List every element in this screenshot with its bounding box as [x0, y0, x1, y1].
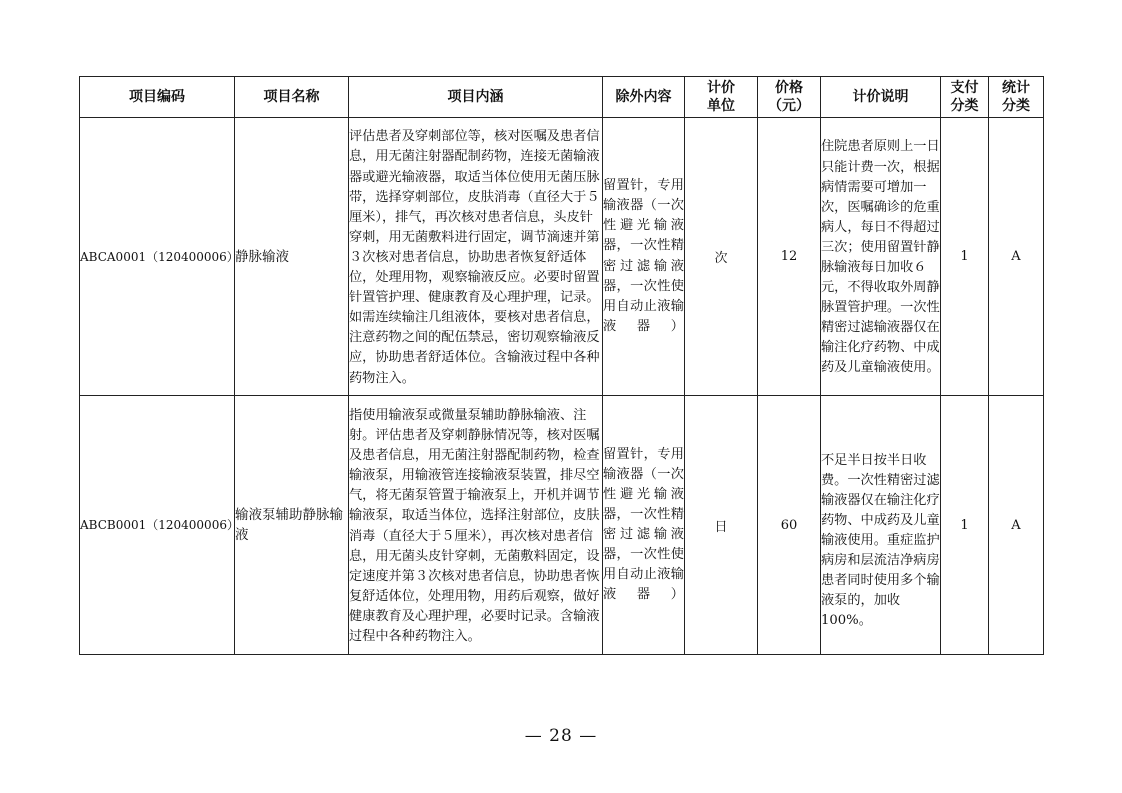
- header-pay-line2: 分类: [950, 98, 979, 114]
- table-row: [80, 118, 1044, 396]
- cell-name: 输液泵辅助静脉输液: [235, 396, 349, 655]
- header-pay-line1: 支付: [950, 80, 979, 96]
- fee-schedule-table: [79, 76, 1044, 655]
- header-stat-line2: 分类: [1002, 98, 1030, 114]
- cell-price: 12: [758, 118, 821, 396]
- cell-description-text: 不足半日按半日收费。一次性精密过滤输液器仅在输注化疗药物、中成药及儿童输液使用。重症监护病房和层流洁净病房患者同时使用多个输液泵的，加收100%。: [821, 452, 940, 629]
- header-price-line2: （元）: [768, 98, 810, 114]
- header-stat-line1: 统计: [1002, 80, 1030, 96]
- header-content: 项目内涵: [349, 77, 603, 118]
- header-row: [80, 77, 1044, 118]
- cell-stat: A: [989, 118, 1044, 396]
- page-number: — 28 —: [524, 726, 598, 746]
- cell-unit: 日: [685, 396, 758, 655]
- header-unit: [685, 77, 758, 118]
- cell-pay: 1: [941, 396, 989, 655]
- cell-pay: 1: [941, 118, 989, 396]
- header-price-line1: 价格: [775, 80, 803, 96]
- header-stat: [989, 77, 1044, 118]
- header-price: [758, 77, 821, 118]
- header-unit-line2: 单位: [707, 98, 735, 114]
- cell-stat: A: [989, 396, 1044, 655]
- cell-exclusion: 留置针，专用输液器（一次性避光输液器，一次性精密过滤输液器，一次性使用自动止液输液器）: [603, 118, 685, 396]
- cell-description-text: 住院患者原则上一日只能计费一次，根据病情需要可增加一次，医嘱确诊的危重病人，每日不得超过三次；使用留置针静脉输液每日加收６元，不得收取外周静脉置管护理。一次性精密过滤输液器仅在输注化疗药物、中成药及儿童输液使用。: [821, 139, 940, 376]
- header-code: 项目编码: [80, 77, 235, 118]
- header-unit-line1: 计价: [707, 80, 735, 96]
- cell-exclusion: 留置针，专用输液器（一次性避光输液器，一次性精密过滤输液器，一次性使用自动止液输液器）: [603, 396, 685, 655]
- cell-code: ABCA0001（120400006）: [80, 118, 235, 396]
- cell-content-text: 评估患者及穿刺部位等，核对医嘱及患者信息，用无菌注射器配制药物，连接无菌输液器或避光输液器，取适当体位使用无菌压脉带，选择穿刺部位，皮肤消毒（直径大于５厘米），排气，再次核对患者信息，头皮针穿刺，用无菌敷料进行固定，调节滴速并第３次核对患者信息，协助患者恢复舒适体位，处理用物，观察输液反应。必要时留置针置管护理、健康教育及心理护理，记录。如需连续输注几组液体，要核对患者信息，注意药物之间的配伍禁忌，密切观察输液反应，协助患者舒适体位。含输液过程中各种药物注入。: [349, 129, 600, 386]
- cell-unit: 次: [685, 118, 758, 396]
- header-exclusion: 除外内容: [603, 77, 685, 118]
- cell-content: [349, 118, 603, 396]
- header-description: 计价说明: [821, 77, 941, 118]
- cell-content: [349, 396, 603, 655]
- cell-content-text: 指使用输液泵或微量泵辅助静脉输液、注射。评估患者及穿刺静脉情况等，核对医嘱及患者信息，用无菌注射器配制药物，检查输液泵，用输液管连接输液泵装置，排尽空气，将无菌泵管置于输液泵上，开机并调节输液泵，取适当体位，选择注射部位，皮肤消毒（直径大于５厘米），再次核对患者信息，用无菌头皮针穿刺，无菌敷料固定，设定速度并第３次核对患者信息，协助患者恢复舒适体位，处理用物，用药后观察，做好健康教育及心理护理，必要时记录。含输液过程中各种药物注入。: [349, 407, 600, 644]
- cell-price: 60: [758, 396, 821, 655]
- cell-code: ABCB0001（120400006）: [80, 396, 235, 655]
- cell-name: 静脉输液: [235, 118, 349, 396]
- header-name: 项目名称: [235, 77, 349, 118]
- cell-description: [821, 396, 941, 655]
- header-pay: [941, 77, 989, 118]
- cell-description: [821, 118, 941, 396]
- table-row: [80, 396, 1044, 655]
